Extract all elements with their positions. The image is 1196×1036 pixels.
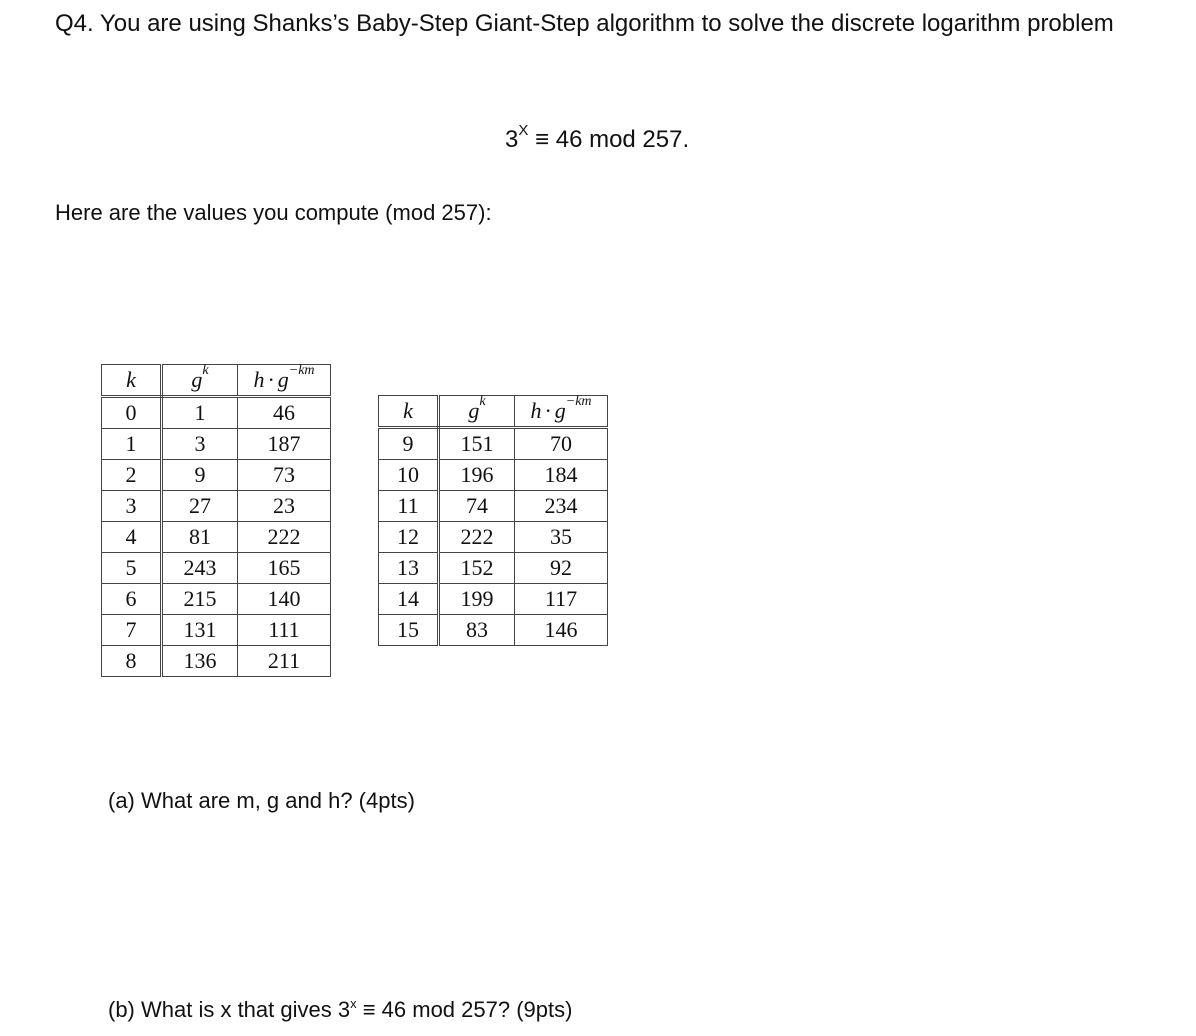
cell-k: 3 [102, 491, 162, 522]
cell-gk: 74 [439, 491, 515, 522]
cell-gk: 196 [439, 460, 515, 491]
cell-h-g-km: 184 [515, 460, 608, 491]
equation-rest: ≡ 46 mod 257. [528, 126, 690, 153]
table-1-body [102, 397, 331, 677]
cell-k: 4 [102, 522, 162, 553]
cell-k: 0 [102, 397, 162, 429]
header-k: k [102, 365, 162, 397]
cell-k: 15 [379, 615, 439, 646]
cell-h-g-km: 92 [515, 553, 608, 584]
cell-k: 13 [379, 553, 439, 584]
cell-gk: 83 [439, 615, 515, 646]
cell-k: 6 [102, 584, 162, 615]
cell-h-g-km: 73 [238, 460, 331, 491]
cell-gk: 152 [439, 553, 515, 584]
cell-gk: 1 [162, 397, 238, 429]
header-gk: $g^k$ [162, 365, 238, 397]
table-row [102, 491, 331, 522]
header-gk: $g^k$ [439, 396, 515, 428]
cell-gk: 136 [162, 646, 238, 677]
question-title: Q4. You are using Shanks’s Baby-Step Giant-Step algorithm to solve the discrete logarithm problem [55, 10, 1114, 37]
baby-step-table-2 [378, 395, 608, 646]
cell-k: 12 [379, 522, 439, 553]
question-part-a: (a) What are m, g and h? (4pts) [108, 788, 415, 813]
table-2-body [379, 428, 608, 646]
table-row [379, 491, 608, 522]
table-row [102, 615, 331, 646]
cell-k: 2 [102, 460, 162, 491]
table-row [379, 522, 608, 553]
table-row [102, 584, 331, 615]
cell-h-g-km: 111 [238, 615, 331, 646]
cell-h-g-km: 222 [238, 522, 331, 553]
cell-gk: 243 [162, 553, 238, 584]
cell-gk: 215 [162, 584, 238, 615]
table-row [102, 397, 331, 429]
cell-h-g-km: 70 [515, 428, 608, 460]
cell-gk: 131 [162, 615, 238, 646]
cell-h-g-km: 165 [238, 553, 331, 584]
cell-k: 8 [102, 646, 162, 677]
cell-k: 11 [379, 491, 439, 522]
table-header-row [379, 396, 608, 428]
header-h-g-km: $h \cdot g^{-km}$ [515, 396, 608, 428]
table-header-row [102, 365, 331, 397]
baby-step-table-1 [101, 364, 331, 677]
cell-gk: 3 [162, 429, 238, 460]
table-row [102, 460, 331, 491]
cell-k: 7 [102, 615, 162, 646]
cell-gk: 151 [439, 428, 515, 460]
table-row [379, 553, 608, 584]
equation [505, 122, 690, 154]
question-part-b: (b) What is x that gives $3^x \equiv 46$ mod 257? (9pts) [108, 996, 573, 1022]
table-row [102, 522, 331, 553]
table-row [379, 584, 608, 615]
equation-exponent: X [518, 122, 529, 139]
intro-text: Here are the values you compute (mod 257): [55, 200, 492, 225]
cell-gk: 9 [162, 460, 238, 491]
cell-h-g-km: 35 [515, 522, 608, 553]
cell-k: 14 [379, 584, 439, 615]
table-row [102, 553, 331, 584]
cell-k: 10 [379, 460, 439, 491]
table-row [102, 429, 331, 460]
equation-base: 3 [505, 126, 519, 153]
cell-h-g-km: 23 [238, 491, 331, 522]
table-row [102, 646, 331, 677]
cell-h-g-km: 146 [515, 615, 608, 646]
cell-h-g-km: 46 [238, 397, 331, 429]
cell-gk: 222 [439, 522, 515, 553]
cell-h-g-km: 234 [515, 491, 608, 522]
cell-h-g-km: 211 [238, 646, 331, 677]
cell-gk: 81 [162, 522, 238, 553]
table-row [379, 615, 608, 646]
cell-gk: 199 [439, 584, 515, 615]
cell-h-g-km: 117 [515, 584, 608, 615]
cell-h-g-km: 140 [238, 584, 331, 615]
header-k: k [379, 396, 439, 428]
header-h-g-km: $h \cdot g^{-km}$ [238, 365, 331, 397]
cell-gk: 27 [162, 491, 238, 522]
table-row [379, 428, 608, 460]
cell-k: 5 [102, 553, 162, 584]
cell-h-g-km: 187 [238, 429, 331, 460]
cell-k: 1 [102, 429, 162, 460]
cell-k: 9 [379, 428, 439, 460]
table-row [379, 460, 608, 491]
